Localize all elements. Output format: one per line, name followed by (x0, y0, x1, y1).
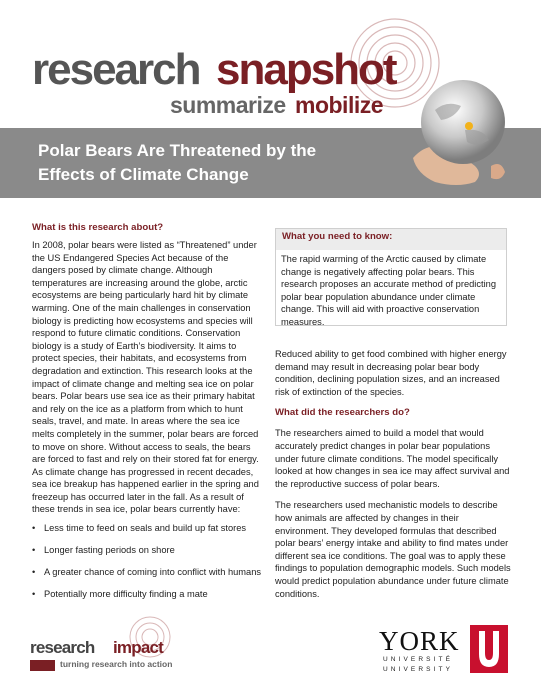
impact-logo-research: research (30, 638, 95, 657)
impact-logo-impact: impact (113, 638, 163, 657)
callout-body: The rapid warming of the Arctic caused by climate change is negatively affecting polar bears. This research proposes an accurate method of predicting polar bear population abundance under climate change. This will aid with proactive conservation measures. (281, 254, 496, 327)
impact-logo-tagline: turning research into action (60, 659, 173, 669)
impacts-list (32, 522, 264, 601)
list-item: • Longer fasting periods on shore (32, 544, 264, 557)
york-logo-university: UNIVERSITY (383, 666, 454, 673)
left-column (32, 222, 264, 610)
york-logo-universite: UNIVERSITÉ (383, 656, 454, 663)
york-logo-wordmark: YORK (379, 626, 460, 656)
list-item: • Potentially more difficulty finding a mate (32, 588, 264, 601)
globe-in-hand-image (405, 70, 515, 190)
section-heading-what-did: What did the researchers do? (275, 407, 410, 419)
callout-heading: What you need to know: (276, 229, 506, 250)
brand-research-word: research (32, 45, 200, 94)
right-column (275, 348, 511, 609)
list-item: • A greater chance of coming into conflict with humans (32, 566, 264, 579)
method-paragraph-2: The researchers used mechanistic models to describe how animals are affected by changes in their environment. They developed formulas that described polar bears’ energy intake and ability to find mates under different sea ice conditions. The goal was to apply these findings to population demographic models. Such models would predict population abundance under future climate conditions. (275, 500, 511, 599)
consequence-paragraph: Reduced ability to get food combined with higher energy demand may result in decreasing polar bear body condition, declining population sizes, and an increased risk of extinction of the species. (275, 349, 507, 397)
york-u-logo-icon (470, 625, 508, 673)
list-item: • Less time to feed on seals and build up fat stores (32, 522, 264, 535)
page-title: Polar Bears Are Threatened by the Effects of Climate Change (38, 141, 317, 184)
brand-snapshot-word: snapshot (216, 45, 396, 94)
section-heading-what-is: What is this research about? (32, 222, 164, 233)
key-points-callout (275, 228, 507, 326)
tagline-summarize: summarize (170, 92, 286, 118)
tagline-mobilize: mobilize (295, 92, 384, 118)
intro-paragraph: In 2008, polar bears were listed as “Threatened” under the US Endangered Species Act because of the dangers posed by climate change. Although temperatures are increasing around the globe, arctic ecosystems are being particularly hard hit by climate warming. One of the main challenges in conservation biology is predicting how ecosystems and species will respond to future climatic conditions. Conservation biology is a study of Earth’s biodiversity. It aims to protect species, their habitats, and ecosystems from degradation and extinction. This research looks at the impact of climate change and melting sea ice on polar bears. Polar bears use sea ice as their primary habitat and rely on the ice as a platform from which to hunt seals, travel, and mate. In areas where the sea ice melts completely in the summer, polar bears are forced to move on shore. Without access to seals, the bears are forced to fast and rely on their stored fat for energy. As climate change has progressed in recent decades, sea ice breakup has happened earlier in the spring and freezeup has occurred later in the fall. As a result of these trends in sea ice, polar bears currently have: (32, 240, 259, 515)
method-paragraph-1: The researchers aimed to build a model that would accurately predict changes in polar bear populations under future climate conditions. The model specifically looked at how changes in sea ice may affect survival and the reproductive success of polar bears. (275, 428, 510, 489)
